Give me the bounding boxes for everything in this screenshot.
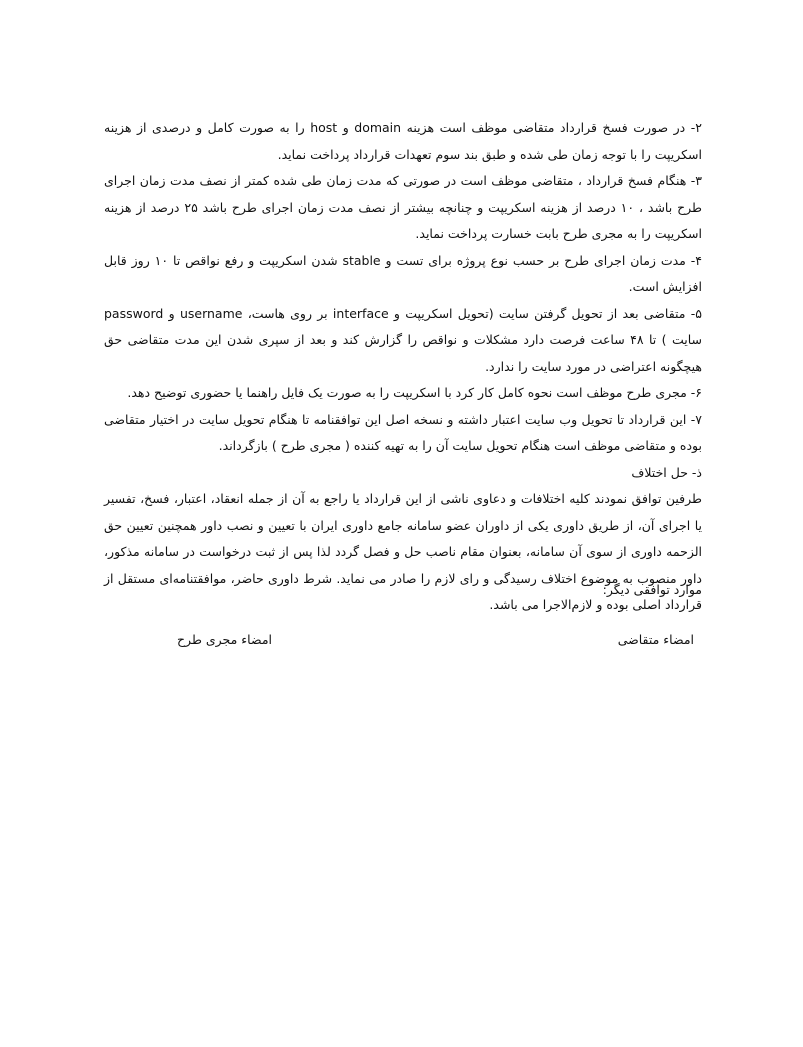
clause-3: ۳- هنگام فسخ قرارداد ، متقاضی موظف است در صورتی که مدت زمان طی شده کمتر از نصف مدت زمان اجرای طرح باشد ، ۱۰ درصد از هزینه اسکریپت و چنانچه بیشتر از نصف مدت زمان اجرای طرح باشد ۲۵ درصد از هزینه اسکریپت را به مجری طرح بابت خسارت پرداخت نماید.	[104, 173, 702, 241]
dispute-heading: ذ- حل اختلاف	[631, 464, 702, 480]
other-agreements-label: موارد توافقی دیگر:	[602, 582, 702, 597]
clause-7: ۷- این قرارداد تا تحویل وب سایت اعتبار داشته و نسخه اصل این توافقنامه تا هنگام تحویل سایت در اختیار متقاضی بوده و متقاضی موظف است هنگام تحویل سایت آن را به تهیه کننده ( مجری طرح ) بازگرداند.	[104, 411, 702, 453]
clause-4: ۴- مدت زمان اجرای طرح بر حسب نوع پروژه برای تست و stable شدن اسکریپت و رفع نواقص تا ۱۰ روز قابل افزایش است.	[104, 252, 702, 294]
contract-clauses	[104, 115, 702, 619]
clause-5: ۵- متقاضی بعد از تحویل گرفتن سایت (تحویل اسکریپت و interface بر روی هاست، username و password سایت ) تا ۴۸ ساعت فرصت دارد مشکلات و نواقص را گزارش کند و بعد از سپری شدن این مدت متقاضی حق هیچگونه اعتراضی در مورد سایت را ندارد.	[104, 305, 703, 374]
contractor-signature-label: امضاء مجری طرح	[176, 632, 272, 647]
dispute-body: طرفین توافق نمودند کلیه اختلافات و دعاوی ناشی از این قرارداد یا راجع به آن از جمله انعقاد، اعتبار، فسخ، تفسیر یا اجرای آن، از طریق داوری یکی از داوران عضو سامانه جامع داوری ایران با تعیین و نصب داور همچنین تعیین حق الزحمه داوری از سوی آن سامانه، بعنوان مقام ناصب حل و فصل گردد لذا پس از ثبت درخواست در سامانه مذکور، داور منصوب به موضوع اختلاف رسیدگی و رای لازم را صادر می نماید. شرط داوری حاضر، موافقتنامه‌ای مستقل از قرارداد اصلی بوده و لازم‌الاجرا می باشد.	[104, 491, 702, 612]
clause-6: ۶- مجری طرح موظف است نحوه کامل کار کرد با اسکریپت را به صورت یک فایل راهنما یا حضوری توضیح دهد.	[127, 385, 702, 400]
client-signature-label: امضاء متقاضی	[617, 632, 694, 647]
clause-2: ۲- در صورت فسخ قرارداد متقاضی موظف است هزینه domain و host را به صورت کامل و درصدی از هزینه اسکریپت را با توجه زمان طی شده و طبق بند سوم تعهدات قرارداد پرداخت نماید.	[104, 120, 702, 162]
